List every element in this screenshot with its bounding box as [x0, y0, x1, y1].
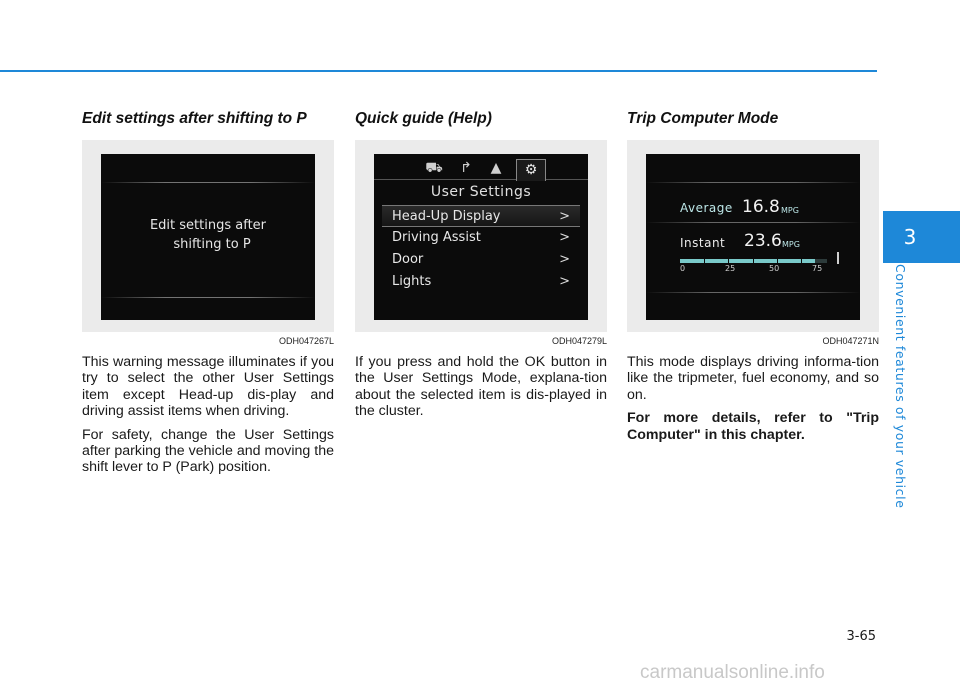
figure-trip-computer [627, 140, 879, 346]
average-label: Average [680, 201, 733, 215]
menu-item-door[interactable] [382, 249, 580, 271]
divider-line [646, 292, 860, 293]
menu-item-label: Lights [392, 274, 432, 289]
section-quick-guide [355, 108, 607, 427]
divider-line [646, 182, 860, 183]
gauge-tick-label: 0 [680, 264, 686, 273]
section-heading: Trip Computer Mode [627, 110, 779, 127]
gauge-end-marker [837, 252, 839, 264]
divider-line [101, 182, 315, 183]
cluster-screen [101, 154, 315, 320]
watermark: carmanualsonline.info [640, 662, 825, 683]
chevron-right-icon: > [559, 230, 570, 245]
warning-message [101, 216, 315, 254]
body-text [355, 354, 607, 420]
paragraph: If you press and hold the OK button in the User Settings Mode, explana-tion about the selected item is dis-played in the cluster. [355, 354, 607, 420]
instant-unit: MPG [782, 240, 800, 249]
figure-code: ODH047271N [822, 336, 879, 346]
warning-message-line2: shifting to P [173, 237, 251, 252]
chapter-number: 3 [903, 225, 917, 249]
figure-code: ODH047267L [278, 336, 334, 346]
chapter-title-vertical [893, 264, 918, 509]
menu-item-driving-assist[interactable] [382, 227, 580, 249]
settings-menu [382, 205, 580, 293]
menu-item-lights[interactable] [382, 271, 580, 293]
section-trip-computer [627, 108, 879, 450]
menu-item-label: Head-Up Display [392, 209, 501, 224]
paragraph: This warning message illuminates if you try to select the other User Settings item except Head-up dis-play and driving assist items when driving. [82, 354, 334, 420]
chevron-right-icon: > [559, 209, 570, 224]
chapter-tab [883, 211, 960, 263]
instant-label: Instant [680, 236, 726, 250]
warning-message-line1: Edit settings after [149, 218, 267, 233]
paragraph: This mode displays driving informa-tion like the tripmeter, fuel economy, and so on. [627, 354, 879, 403]
gauge-tick-label: 25 [725, 264, 736, 273]
average-value: 16.8 [742, 197, 780, 217]
average-unit: MPG [781, 206, 799, 215]
section-heading: Quick guide (Help) [355, 110, 492, 127]
chapter-title: Convenient features of your vehicle [893, 264, 908, 509]
divider-line [101, 297, 315, 298]
lane-assist-icon[interactable]: ▲ [490, 160, 502, 176]
gauge-segment [753, 257, 754, 265]
section-heading: Edit settings after shifting to P [82, 110, 307, 127]
chevron-right-icon: > [559, 252, 570, 267]
settings-title: User Settings [430, 184, 532, 200]
figure-code: ODH047279L [551, 336, 607, 346]
settings-tab-bar [374, 154, 588, 180]
menu-item-label: Driving Assist [392, 230, 481, 245]
figure-user-settings [355, 140, 607, 346]
gauge-segment [704, 257, 705, 265]
top-rule [0, 70, 877, 72]
instant-value: 23.6 [744, 231, 782, 251]
gauge-tick-label: 75 [812, 264, 823, 273]
fuel-economy-gauge [680, 259, 827, 263]
section-edit-settings [82, 108, 334, 483]
body-text [627, 354, 879, 443]
body-text [82, 354, 334, 476]
figure-edit-settings [82, 140, 334, 346]
cluster-screen [646, 154, 860, 320]
gear-icon[interactable]: ⚙ [516, 159, 546, 181]
cluster-screen [374, 154, 588, 320]
gauge-tick-label: 50 [769, 264, 780, 273]
gauge-fill [680, 259, 815, 263]
car-warning-icon[interactable]: ⛟ [425, 160, 443, 176]
cross-reference-note: For more details, refer to "Trip Computer" in this chapter. [627, 410, 879, 443]
paragraph: For safety, change the User Settings after parking the vehicle and moving the shift lever to P (Park) position. [82, 426, 334, 476]
menu-item-label: Door [392, 252, 424, 267]
gauge-segment [801, 257, 802, 265]
chevron-right-icon: > [559, 274, 570, 289]
divider-line [646, 222, 860, 223]
page-number: 3-65 [846, 629, 876, 644]
menu-item-head-up-display[interactable] [382, 205, 580, 227]
turn-arrow-icon[interactable]: ↱ [460, 160, 472, 176]
